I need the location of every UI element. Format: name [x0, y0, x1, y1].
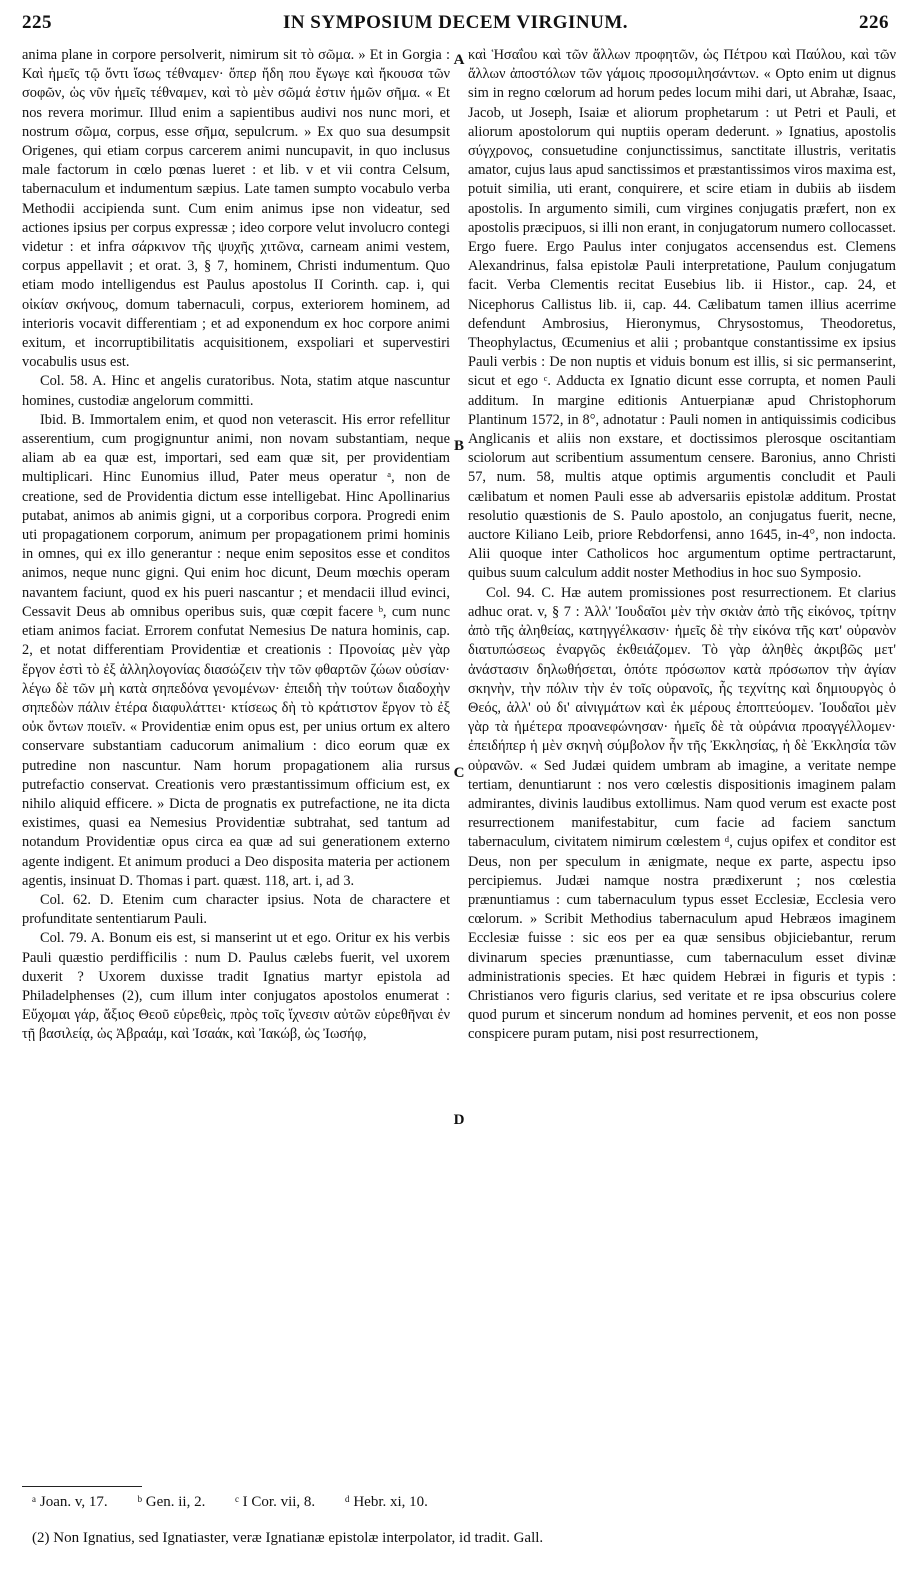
page-number-left: 225 [22, 12, 52, 33]
footnote-rule [22, 1486, 142, 1487]
page-number-right: 226 [859, 12, 889, 33]
footnote-ref-d: ᵈ Hebr. xi, 10. [344, 1494, 428, 1510]
right-paragraph-1: καὶ Ἡσαΐου καὶ τῶν ἄλλων προφητῶν, ὡς Πέτρου καὶ Παύλου, καὶ τῶν ἄλλων ἀποστόλων τῶν γάμοις προσομιλησάντων. « Opto enim ut dignus sim in regno cœlorum ad horum pedes locum mihi dari, ut Abrahæ, Isaac, Jacob, ut Joseph, Isaiæ et aliorum prophetarum : ut Petri et Pauli, et aliorum apostolorum qui nuptiis operam dederunt. » Ignatius, apostolis σύγχρονος, consuetudine conjunctissimus, sanctitate illustris, veritatis amator, cujus laus apud sanctissimos et præstantissimos viros maxima est, potuit similia, uti erant, conquirere, et scire etiam in dubiis ab iisdem apostolis. In argumento simili, cum virgines conjugatis præfert, non ex apostolis præcipuos, si illi non erant, in conjugatorum numero collocasset. Ergo fuere. Ergo Paulus inter conjugatos accensendus est. Clemens Alexandrinus, falsa epistolæ Pauli interpretatione, Paulum conjugatum facit. Verba Clementis recitat Eusebius lib. ii Histor., cap. 24, et Nicephorus Callistus lib. ii, cap. 44. Cælibatum tamen illius acerrime defendunt Ambrosius, Hieronymus, Chrysostomus, Theodoretus, Theophylactus, Œcumenius et alii ; probantque constantissime ex ipsius Pauli verbis : De non nuptis et viduis bonum est illis, si sic permanserint, sicut et ego ᶜ. Adducta ex Ignatio dicunt esse corrupta, et nomen Pauli additum. In margine editionis Antuerpianæ apud Christophorum Plantinum 1572, in 8°, adnotatur : Pauli nomen in antiquissimis codicibus Anglicanis et aliis non exstare, et doctissimos plerosque oscitantiam sciolorum aut scribentium assumentum censere. Baronius, anno Christi 57, num. 58, multis atque optimis argumentis concludit et Pauli cælibatum et nomen Pauli esse ab adversariis epistolæ additum. Prostat resolutio quæstionis de S. Paulo apostolo, an conjugatus fuerit, necne, auctore Kiliano Leib, priore Rebdorfensi, anno 1645, in-4°, non indocta. Alii quoque inter Catholicos hoc argumentum optime pertractarunt, quibus suum calculum addit noster Methodius in hoc suo Symposio. [468, 47, 896, 582]
left-column [22, 46, 450, 1045]
margin-letter-c: C [453, 765, 465, 781]
running-title: IN SYMPOSIUM DECEM VIRGINUM. [282, 12, 629, 33]
margin-letter-a: A [453, 52, 465, 68]
footnotes [32, 1491, 892, 1549]
footnote-2: (2) Non Ignatius, sed Ignatiaster, veræ Ignatianæ epistolæ interpolator, id tradit. Gall. [32, 1530, 544, 1546]
left-paragraph-2: Col. 58. A. Hinc et angelis curatoribus. Nota, statim atque nascuntur homines, custodiæ angelorum committi. [22, 373, 450, 409]
right-paragraph-2: Col. 94. C. Hæ autem promissiones post resurrectionem. Et clarius adhuc orat. v, § 7 : Ἀλλ' Ἰουδαῖοι μὲν τὴν σκιὰν ἀπὸ τῆς εἰκόνος, τρίτην ἀπὸ τῆς ἀληθείας, κατηγγέλκασιν· ἡμεῖς δὲ τὴν εἰκόνα τῆς κατ' οὐρανὸν διατυπώσεως ἐναργῶς ἐκθειάζομεν. Τὸ γὰρ ἀληθὲς ἀκριβῶς μετ' ἀνάστασιν δηλωθήσεται, ὁπότε πρόσωπον κατὰ πρόσωπον τὴν ἁγίαν σκηνὴν, τὴν πόλιν τὴν ἐν τοῖς οὐρανοῖς, ἧς τεχνίτης καὶ δημιουργὸς ὁ Θεός, ἀλλ' οὐ δι' αἰνιγμάτων καὶ ἐκ μέρους ἐποπτεύομεν. Ἰουδαῖοι μὲν γὰρ τὰ ἡμέτερα προανεφώνησαν· ἡμεῖς δὲ τὰ οὐράνια προαγγέλλομεν· ἐπειδήπερ ἡ μὲν σκηνὴ σύμβολον ἦν τῆς Ἐκκλησίας, ἡ δὲ Ἐκκλησία τῶν οὐρανῶν. « Sed Judæi quidem umbram ab imagine, a veritate nempe tertiam, denuntiarunt : nos vero cœlestis dispositionis imaginem palam admirantes, divinis laudibus extollimus. Nam quod verum est exacte post resurrectionem manifestabitur, cum facie ad faciem sanctum tabernaculum, civitatem nimirum cœlestem ᵈ, cujus opifex et conditor est Deus, non per speculum in ænigmate, neque ex parte, aspectu ipso percipiemus. Judæi namque nostra prædixerunt ; nos cœlestia prænuntiamus : cum tabernaculum typus esset Ecclesiæ, Ecclesia vero cœlorum. » Scribit Methodius tabernaculum apud Hebræos imaginem Ecclesiæ fuisse : sic eos per ea quæ sensibus objiciebantur, rerum divinarum species prænuntiasse, cum tabernaculum esset divinæ administrationis species. Et hæc quidem Hebræi in figuris et typis : Christianos vero figuris clarius, sed veritate et re ipsa obscurius colere quod purum et sincerum nondum ad homines pervenit, et eos non posse conspicere puram putam, nisi post resurrectionem, [468, 584, 896, 1043]
left-paragraph-3: Ibid. B. Immortalem enim, et quod non veterascit. His error refellitur asserentium, cum progignuntur animi, non novam substantiam, neque aliam ab ea quæ est, importari, sed eam quæ sit, per providentiam multiplicari. Hinc Eunomius illud, Pater meus operatur ᵃ, non de creatione, sed de Providentia dictum esse intelligebat. Hinc Apollinarius putabat, animos ab animis gigni, ut a corporibus corpora. Progredi enim uti propagationem corporum, animum per propagationem primi hominis in omnes, qui ex illo generantur : neque enim sepositos esse et conditos animos, neque nunc gigni. Qui enim hoc dicunt, Deum mœchis operam navantem faciunt, quod ex his pueri nascantur ; et mendacii illud evinci, Cessavit Deus ab omnibus operibus suis, quæ cœpit facere ᵇ, cum nunc etiam animos faciat. Errorem confutat Nemesius De natura hominis, cap. 2, et notat differentiam Providentiæ et creationis : Προνοίας μὲν γὰρ ἔργον ἐστὶ τὸ ἐξ ἀλληλογονίας διασώζειν τὴν τῶν φθαρτῶν ζώων οὐσίαν· λέγω δὲ τῶν μὴ κατὰ σηπεδόνα γενομένων· ἐπειδὴ τὴν τούτων διαδοχὴν σηπεδὼν πάλιν ἑτέρα διαφυλάττει· κτίσεως δὴ τὸ κράτιστον ἔργον τὸ ἐξ οὐκ ὄντων ποιεῖν. « Providentiæ enim opus est, per unius ortum ex altero conservare substantiam caducorum animalium : dico eorum quæ ex putredine non nascuntur. Nam horum propagationem alia rursus putrefactio conservat. Creationis vero præstantissimum officium est, ex nihilo aliquid efficere. » Dicta de prognatis ex putrefactione, ne ita dicta existimes, quasi ea Nemesius Providentiæ subtrahat, sed tantum ad notandum Providentiæ opus circa ea quæ ad sui generationem externo agente indigent. Et animum produci a Deo disposita materia per actionem agentis, insinuat D. Thomas i part. quæst. 118, art. i, ad 3. [22, 411, 450, 889]
footnote-ref-c: ᶜ I Cor. vii, 8. [235, 1494, 316, 1510]
margin-letter-b: B [453, 438, 464, 454]
left-paragraph-4: Col. 62. D. Etenim cum character ipsius. Nota de charactere et profunditate sententiarum Pauli. [22, 891, 450, 928]
running-header [22, 12, 889, 38]
margin-letter-d: D [453, 1112, 465, 1128]
footnote-ref-a: ᵃ Joan. v, 17. [32, 1494, 108, 1510]
left-paragraph-5: Col. 79. A. Bonum eis est, si manserint ut et ego. Oritur ex his verbis Pauli quæstio perdifficilis : num D. Paulus cælebs fuerit, vel uxorem duxerit ? Uxorem duxisse tradit Ignatius martyr epistola ad Philadelphenses (2), cum illum inter conjugatos apostolos enumerat : Εὔχομαι γάρ, ἄξιος Θεοῦ εὑρεθεὶς, πρὸς τοῖς ἴχνεσιν αὐτῶν εὑρεθῆναι ἐν τῇ βασιλείᾳ, ὡς Ἀβραάμ, καὶ Ἰσαάκ, καὶ Ἰακώβ, ὡς Ἰωσήφ, [22, 930, 450, 1043]
footnote-ref-b: ᵇ Gen. ii, 2. [137, 1494, 206, 1510]
scripture-references [32, 1491, 892, 1513]
right-column [468, 46, 896, 1045]
left-paragraph-1: anima plane in corpore persolverit, nimirum sit τὸ σῶμα. » Et in Gorgia : Καὶ ἡμεῖς τῷ ὄντι ἴσως τέθναμεν· ὅπερ ἤδη που ἔγωγε καὶ ἤκουσα τῶν σοφῶν, ὡς νῦν ἡμεῖς τέθναμεν, καὶ τὸ μὲν σῶμά ἐστιν ἡμῶν σῆμα. « Et nos revera morimur. Illud enim a sapientibus audivi nos nunc mori, et nostrum σῶμα, corpus, esse σῆμα, sepulcrum. » Ex quo sua desumpsit Origenes, qui etiam corpus carcerem animi nuncupavit, in quo inclusus male factorum in cœlo pœnas lueret : et lib. v et vii contra Celsum, tabernaculum et indumentum sæpius. Late tamen sumpto vocabulo verba Methodii accipienda sunt. Cum enim animus ipse non videatur, sed actiones ipsius per corpus expressæ ; ideo corpore velut involucro contegi videtur : et infra σάρκινον τῆς ψυχῆς χιτῶνα, carneam animi vestem, corpus appellavit ; et orat. 3, § 7, hominem, Christi indumentum. Quo etiam modo intelligendus est Paulus apostolus II Corinth. cap. i, qui οἰκίαν σκήνους, domum tabernaculi, corpus, exteriorem hominem, ad interioris vocavit differentiam ; et ad exponendum ex hoc corpore animi exitum, et incorruptibilitatis acquisitionem, exspoliari et supervestiri vocabulis usus est. [22, 47, 450, 371]
